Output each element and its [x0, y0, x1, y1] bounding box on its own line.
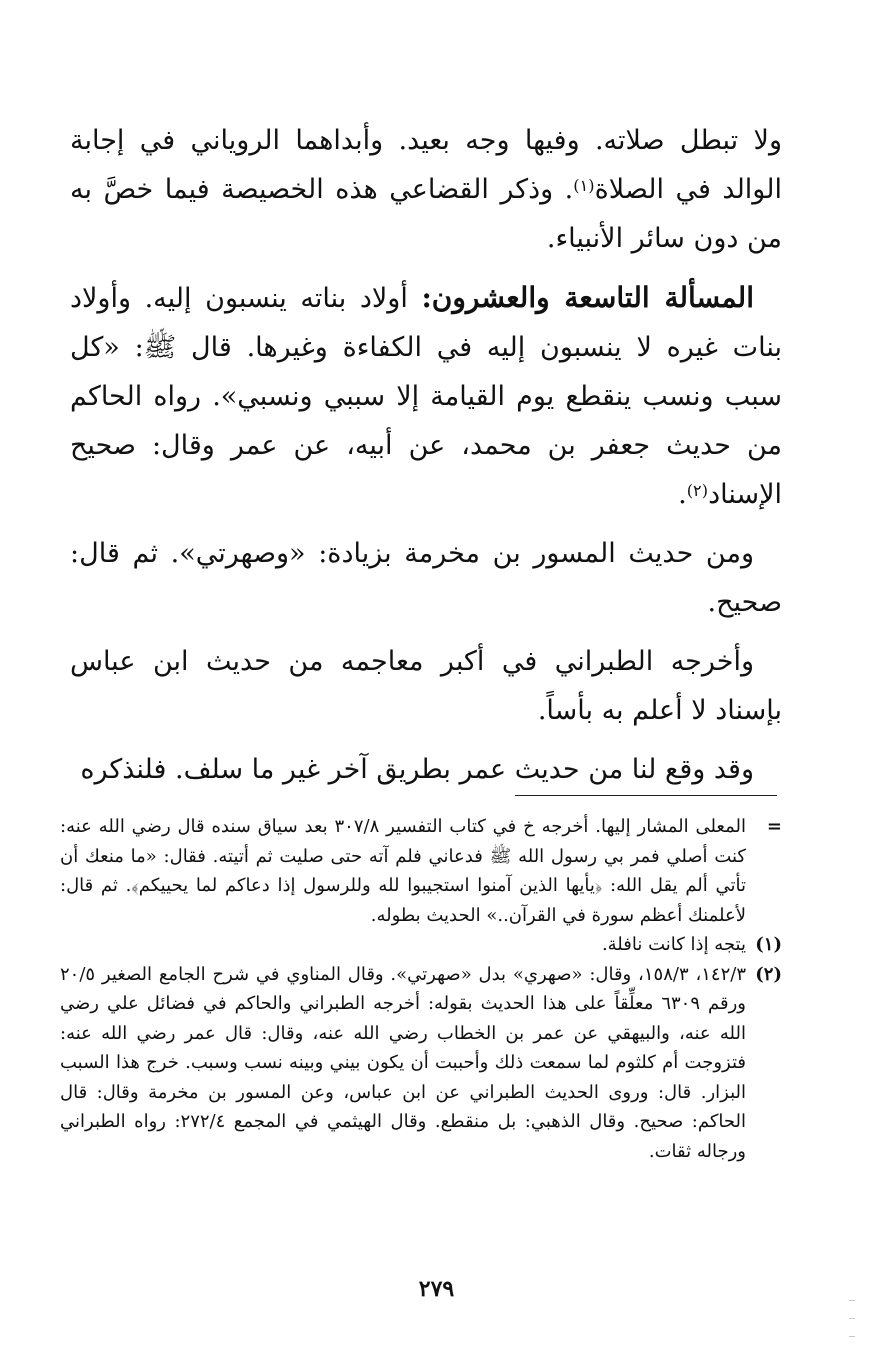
section-heading: المسألة التاسعة والعشرون:: [421, 281, 754, 314]
paragraph-2-text-a: أولاد بناته ينسبون إليه. وأولاد بنات غيره لا ينسبون إليه في الكفاءة وغيرها. قال ﷺ: «كل سبب ونسب ينقطع يوم القيامة إلا سببي ونسبي». رواه الحاكم من حديث جعفر بن محمد، عن أبيه، عن عمر وقال: صحيح الإسناد: [70, 283, 782, 510]
footnote-1-marker: (١): [755, 934, 782, 955]
paragraph-1-line-1: ولا تبطل صلاته. وفيها وجه بعيد. وأبداهما الروياني في إجابة الوالد في: [70, 125, 782, 205]
main-text-block: [70, 116, 782, 804]
paragraph-3: ومن حديث المسور بن مخرمة بزيادة: «وصهرتي». ثم قال: صحيح.: [70, 538, 782, 618]
footnote-1: [60, 930, 782, 960]
page-number: ٢٧٩: [418, 1276, 455, 1302]
edge-mark: [849, 1300, 855, 1301]
footnote-2-text: ١٤٢/٣، ١٥٨/٣، وقال: «صهري» بدل «صهرتي». وقال المناوي في شرح الجامع الصغير ٢٠/٥ ورقم ٦٣٠٩ معلِّقاً على هذا الحديث بقوله: أخرجه الطبراني والحاكم في فضائل علي رضي الله عنه، والبيهقي عن عمر بن الخطاب رضي الله عنه، وقال: قال عمر رضي الله عنه: فتزوجت أم كلثوم لما سمعت ذلك وأحببت أن يكون بيني وبينه نسب وسبب. خرج هذا السبب البزار. قال: وروى الحديث الطبراني عن ابن عباس، وعن المسور بن مخرمة وقال: قال الحاكم: صحيح. وقال الذهبي: بل منقطع. وقال الهيثمي في المجمع ٢٧٢/٤: رواه الطبراني ورجاله ثقات.: [60, 963, 747, 1162]
footnote-continuation: [60, 812, 782, 930]
paragraph-1-line-2a: الصلاة: [594, 174, 665, 205]
paragraph-5: وقد وقع لنا من حديث عمر بطريق آخر غير ما سلف. فلنذكره: [80, 754, 754, 785]
footnote-ref-2[interactable]: (٢): [686, 481, 709, 500]
continuation-text: المعلى المشار إليها. أخرجه خ في كتاب التفسير ٣٠٧/٨ بعد سياق سنده قال رضي الله عنه: كنت أصلي فمر بي رسول الله ﷺ فدعاني فلم آته حتى صليت ثم أتيته. فقال: «ما منعك أن تأتي ألم يقل الله: ﴿يأيها الذين آمنوا استجيبوا لله وللرسول إذا دعاكم لما يحييكم﴾. ثم قال: لأعلمنك أعظم سورة في القرآن..» الحديث بطوله.: [60, 816, 747, 926]
footnotes-section: [60, 812, 782, 1166]
paragraph-4: وأخرجه الطبراني في أكبر معاجمه من حديث ابن عباس بإسناد لا أعلم به بأساً.: [70, 646, 782, 726]
edge-mark: [849, 1336, 855, 1337]
paragraph-1: [70, 116, 782, 263]
footnote-ref-1[interactable]: (١): [573, 176, 595, 195]
continuation-marker: =: [766, 816, 782, 837]
paragraph-1-line-2b: . وذكر القضاعي هذه الخصيصة فيما خصَّ به من دون سائر الأنبياء.: [70, 174, 782, 254]
footnote-divider: [515, 795, 777, 796]
paragraph-2-text-b: .: [678, 479, 687, 510]
footnote-2-marker: (٢): [755, 963, 782, 985]
edge-mark: [849, 1318, 855, 1319]
paragraph-2: [70, 273, 782, 519]
footnote-2: [60, 960, 782, 1167]
footnote-1-text: يتجه إذا كانت نافلة.: [601, 934, 746, 955]
